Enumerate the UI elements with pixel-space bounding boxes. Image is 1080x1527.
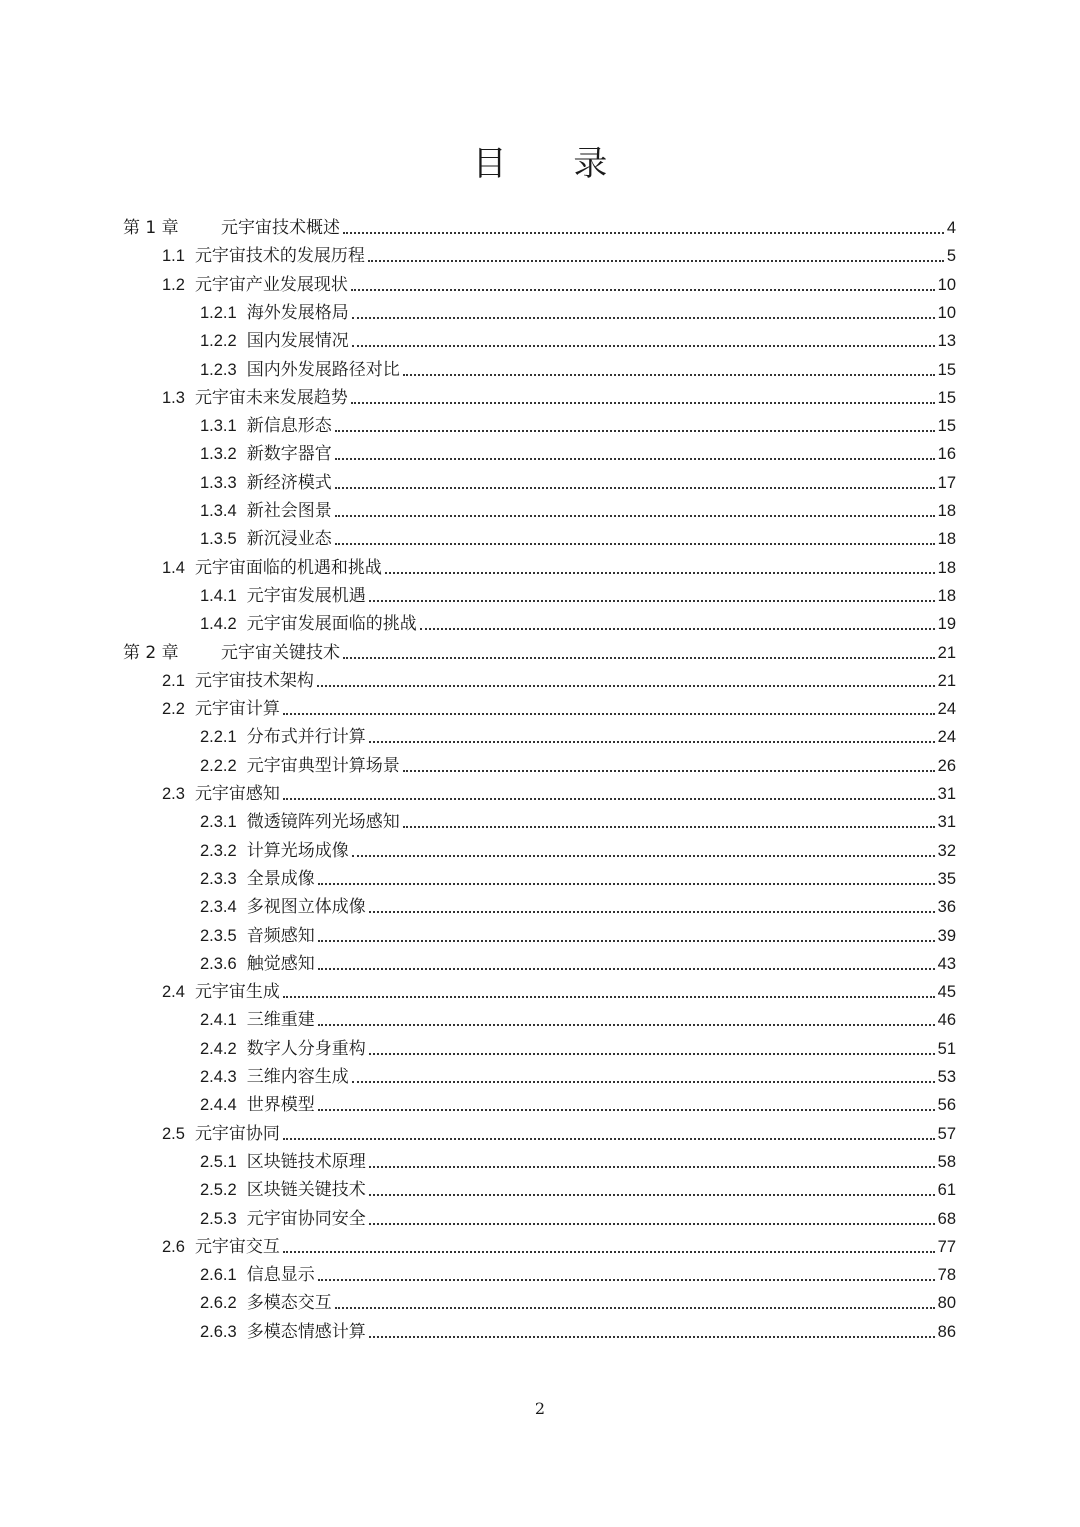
toc-section-entry[interactable]: [162, 271, 956, 299]
toc-entry-page: 10: [937, 275, 956, 294]
toc-entry-page: 18: [937, 586, 956, 605]
toc-entry-number: 2.3: [162, 785, 185, 803]
toc-entry-page: 53: [937, 1068, 956, 1086]
toc-entry-title: 元宇宙生成: [194, 982, 280, 1003]
toc-section-entry[interactable]: [162, 1233, 956, 1261]
toc-dot-leader: [283, 713, 935, 715]
toc-chapter-entry[interactable]: [123, 639, 956, 667]
toc-dot-leader: [403, 770, 935, 772]
toc-dot-leader: [403, 826, 935, 828]
toc-dot-leader: [335, 487, 935, 489]
toc-entry-page: 61: [937, 1181, 956, 1200]
toc-entry-number: 2.6.1: [200, 1266, 237, 1285]
toc-entry-page: 24: [937, 728, 956, 747]
toc-entry-title: 元宇宙技术的发展历程: [194, 246, 365, 267]
toc-entry-page: 31: [937, 813, 956, 832]
toc-entry-page: 26: [937, 756, 956, 775]
toc-section-entry[interactable]: [162, 554, 956, 582]
toc-dot-leader: [352, 855, 935, 857]
toc-section-entry[interactable]: [162, 667, 956, 695]
toc-entry-number: 第 1 章: [123, 218, 179, 238]
toc-subsection-entry[interactable]: [200, 893, 956, 921]
toc-entry-number: 1.3.2: [200, 445, 237, 464]
toc-entry-title: 新信息形态: [246, 416, 332, 437]
toc-subsection-entry[interactable]: [200, 1205, 956, 1233]
toc-entry-page: 21: [937, 671, 956, 690]
toc-subsection-entry[interactable]: [200, 865, 956, 893]
toc-entry-title: 元宇宙面临的机遇和挑战: [194, 557, 382, 578]
toc-entry-number: 2.4.4: [200, 1096, 237, 1115]
toc-dot-leader: [335, 1307, 935, 1309]
toc-entry-page: 46: [937, 1011, 956, 1030]
toc-dot-leader: [352, 317, 935, 319]
toc-entry-page: 57: [937, 1124, 956, 1143]
toc-dot-leader: [352, 1081, 935, 1083]
toc-section-entry[interactable]: [162, 695, 956, 723]
toc-entry-title: 分布式并行计算: [246, 727, 366, 748]
toc-entry-number: 1.4.1: [200, 586, 237, 605]
toc-subsection-entry[interactable]: [200, 950, 956, 978]
toc-entry-title: 多模态情感计算: [246, 1321, 366, 1342]
toc-entry-page: 18: [937, 530, 956, 549]
toc-entry-title: 元宇宙技术概述: [221, 218, 340, 238]
toc-entry-page: 68: [937, 1209, 956, 1228]
toc-entry-title: 区块链技术原理: [246, 1151, 366, 1172]
toc-entry-title: 元宇宙感知: [194, 784, 280, 804]
toc-dot-leader: [283, 798, 935, 800]
toc-entry-number: 2.3.1: [200, 813, 237, 832]
toc-dot-leader: [335, 458, 935, 460]
toc-dot-leader: [343, 232, 944, 234]
toc-subsection-entry[interactable]: [200, 356, 956, 384]
toc-entry-title: 元宇宙协同安全: [246, 1208, 366, 1229]
toc-section-entry[interactable]: [162, 780, 956, 808]
toc-entry-title: 新经济模式: [246, 472, 332, 493]
toc-subsection-entry[interactable]: [200, 412, 956, 440]
toc-entry-title: 元宇宙发展面临的挑战: [246, 614, 417, 635]
toc-dot-leader: [283, 1138, 935, 1140]
toc-entry-title: 区块链关键技术: [246, 1180, 366, 1201]
toc-entry-title: 元宇宙关键技术: [221, 642, 340, 663]
toc-entry-number: 2.2.1: [200, 728, 237, 747]
toc-dot-leader: [317, 685, 935, 687]
toc-entry-page: 31: [937, 785, 956, 803]
toc-entry-page: 56: [937, 1096, 956, 1115]
toc-entry-title: 数字人分身重构: [246, 1038, 366, 1059]
toc-entry-page: 5: [946, 247, 956, 266]
toc-dot-leader: [335, 430, 935, 432]
toc-entry-title: 新沉浸业态: [246, 529, 332, 550]
toc-subsection-entry[interactable]: [200, 837, 956, 865]
toc-entry-number: 2.5.1: [200, 1152, 237, 1171]
toc-entry-page: 18: [937, 502, 956, 520]
toc-entry-page: 78: [937, 1266, 956, 1285]
toc-entry-page: 86: [937, 1322, 956, 1341]
page-number: 2: [534, 1399, 546, 1418]
toc-dot-leader: [318, 940, 935, 942]
toc-dot-leader: [352, 345, 935, 347]
toc-entry-title: 音频感知: [246, 925, 315, 946]
toc-entry-number: 2.4.2: [200, 1039, 237, 1058]
page-title: 目 录: [472, 144, 636, 184]
toc-entry-number: 2.6: [162, 1237, 185, 1256]
toc-dot-leader: [318, 1109, 935, 1111]
toc-entry-page: 13: [937, 332, 956, 351]
toc-entry-page: 80: [937, 1294, 956, 1313]
toc-entry-number: 2.5.3: [200, 1209, 237, 1228]
toc-subsection-entry[interactable]: [200, 752, 956, 780]
toc-subsection-entry[interactable]: [200, 1289, 956, 1317]
toc-entry-number: 2.5.2: [200, 1181, 237, 1200]
toc-dot-leader: [343, 657, 935, 659]
toc-entry-title: 国内发展情况: [246, 331, 349, 352]
toc-subsection-entry[interactable]: [200, 1148, 956, 1176]
toc-entry-page: 19: [937, 615, 956, 634]
toc-subsection-entry[interactable]: [200, 922, 956, 950]
toc-entry-title: 元宇宙计算: [194, 699, 280, 720]
toc-subsection-entry[interactable]: [200, 1261, 956, 1289]
toc-entry-page: 77: [937, 1237, 956, 1256]
toc-entry-number: 2.6.2: [200, 1294, 237, 1313]
toc-entry-number: 2.5: [162, 1124, 185, 1143]
toc-section-entry[interactable]: [162, 242, 956, 270]
toc-entry-title: 三维重建: [246, 1010, 315, 1031]
toc-dot-leader: [318, 883, 935, 885]
toc-entry-title: 全景成像: [246, 868, 315, 889]
toc-dot-leader: [369, 1053, 935, 1055]
toc-entry-number: 1.2.3: [200, 360, 237, 379]
toc-dot-leader: [369, 1194, 935, 1196]
toc-entry-title: 新社会图景: [246, 501, 332, 521]
toc-entry-number: 1.2.1: [200, 303, 237, 322]
toc-dot-leader: [318, 1279, 935, 1281]
toc-subsection-entry[interactable]: [200, 1006, 956, 1034]
toc-entry-page: 35: [937, 869, 956, 888]
toc-dot-leader: [420, 628, 935, 630]
toc-dot-leader: [283, 1251, 935, 1253]
toc-entry-page: 36: [937, 898, 956, 917]
toc-dot-leader: [351, 402, 935, 404]
toc-subsection-entry[interactable]: [200, 582, 956, 610]
toc-subsection-entry[interactable]: [200, 1091, 956, 1119]
toc-entry-number: 2.4: [162, 983, 185, 1002]
toc-entry-title: 元宇宙产业发展现状: [194, 274, 348, 295]
toc-entry-page: 21: [937, 643, 956, 662]
toc-entry-number: 1.3.5: [200, 530, 237, 549]
toc-entry-title: 元宇宙未来发展趋势: [194, 387, 348, 408]
toc-subsection-entry[interactable]: [200, 497, 956, 525]
toc-entry-number: 2.3.5: [200, 926, 237, 945]
toc-entry-page: 4: [946, 219, 956, 237]
toc-subsection-entry[interactable]: [200, 525, 956, 553]
toc-entry-page: 43: [937, 954, 956, 973]
toc-entry-number: 1.2.2: [200, 332, 237, 351]
toc-subsection-entry[interactable]: [200, 1176, 956, 1204]
toc-entry-title: 元宇宙协同: [194, 1123, 280, 1144]
toc-entry-title: 计算光场成像: [246, 840, 349, 861]
toc-entry-title: 新数字器官: [246, 444, 332, 465]
toc-entry-number: 1.3: [162, 388, 185, 407]
toc-dot-leader: [335, 543, 935, 545]
toc-entry-number: 1.4.2: [200, 615, 237, 634]
toc-entry-number: 1.3.3: [200, 473, 237, 492]
toc-entry-page: 32: [937, 841, 956, 860]
toc-entry-number: 2.4.3: [200, 1068, 237, 1086]
toc-dot-leader: [368, 260, 944, 262]
toc-entry-number: 1.4: [162, 558, 185, 577]
toc-subsection-entry[interactable]: [200, 299, 956, 327]
toc-chapter-entry[interactable]: [123, 214, 956, 242]
toc-section-entry[interactable]: [162, 978, 956, 1006]
toc-section-entry[interactable]: [162, 384, 956, 412]
toc-dot-leader: [385, 572, 935, 574]
toc-entry-number: 2.3.4: [200, 898, 237, 917]
toc-entry-title: 世界模型: [246, 1095, 315, 1116]
toc-entry-title: 触觉感知: [246, 953, 315, 974]
toc-entry-number: 1.2: [162, 275, 185, 294]
toc-entry-page: 58: [937, 1152, 956, 1171]
toc-entry-page: 51: [937, 1039, 956, 1058]
toc-entry-number: 2.2.2: [200, 756, 237, 775]
toc-dot-leader: [369, 1223, 935, 1225]
toc-entry-number: 1.3.4: [200, 502, 237, 520]
toc-dot-leader: [283, 996, 935, 998]
toc-subsection-entry[interactable]: [200, 440, 956, 468]
toc-entry-number: 2.3.3: [200, 869, 237, 888]
toc-entry-page: 39: [937, 926, 956, 945]
toc-entry-title: 信息显示: [246, 1265, 315, 1286]
toc-dot-leader: [369, 1166, 935, 1168]
toc-entry-title: 元宇宙发展机遇: [246, 585, 366, 606]
toc-entry-number: 1.1: [162, 247, 185, 266]
toc-dot-leader: [403, 374, 935, 376]
toc-subsection-entry[interactable]: [200, 327, 956, 355]
toc-entry-number: 2.3.2: [200, 841, 237, 860]
toc-subsection-entry[interactable]: [200, 1318, 956, 1346]
toc-entry-title: 三维内容生成: [246, 1067, 349, 1087]
toc-dot-leader: [335, 515, 935, 517]
toc-entry-page: 15: [937, 388, 956, 407]
toc-entry-title: 海外发展格局: [246, 302, 349, 323]
toc-entry-title: 元宇宙交互: [194, 1236, 280, 1257]
toc-dot-leader: [318, 968, 935, 970]
toc-dot-leader: [369, 1336, 935, 1338]
toc-dot-leader: [369, 911, 935, 913]
toc-subsection-entry[interactable]: [200, 1063, 956, 1091]
toc-entry-page: 17: [937, 473, 956, 492]
toc-entry-number: 2.6.3: [200, 1322, 237, 1341]
toc-entry-page: 16: [937, 445, 956, 464]
toc-entry-page: 10: [937, 303, 956, 322]
toc-entry-title: 国内外发展路径对比: [246, 359, 400, 380]
toc-entry-number: 1.3.1: [200, 417, 237, 436]
toc-entry-page: 24: [937, 700, 956, 719]
toc-dot-leader: [369, 600, 935, 602]
toc-subsection-entry[interactable]: [200, 469, 956, 497]
toc-entry-number: 2.4.1: [200, 1011, 237, 1030]
toc-entry-page: 15: [937, 360, 956, 379]
toc-dot-leader: [318, 1024, 935, 1026]
toc-entry-number: 2.3.6: [200, 954, 237, 973]
toc-subsection-entry[interactable]: [200, 723, 956, 751]
toc-dot-leader: [351, 289, 935, 291]
toc-dot-leader: [369, 741, 935, 743]
toc-entry-number: 第 2 章: [123, 642, 179, 663]
toc-entry-title: 多视图立体成像: [246, 897, 366, 918]
toc-section-entry[interactable]: [162, 1120, 956, 1148]
toc-subsection-entry[interactable]: [200, 610, 956, 638]
toc-entry-page: 18: [937, 558, 956, 577]
toc-entry-number: 2.1: [162, 671, 185, 690]
toc-entry-number: 2.2: [162, 700, 185, 719]
toc-entry-page: 15: [937, 417, 956, 436]
toc-entry-title: 微透镜阵列光场感知: [246, 812, 400, 833]
toc-subsection-entry[interactable]: [200, 808, 956, 836]
toc-entry-page: 45: [937, 983, 956, 1002]
toc-entry-title: 多模态交互: [246, 1293, 332, 1314]
toc-entry-title: 元宇宙技术架构: [194, 670, 314, 691]
toc-entry-title: 元宇宙典型计算场景: [246, 755, 400, 776]
toc-subsection-entry[interactable]: [200, 1035, 956, 1063]
